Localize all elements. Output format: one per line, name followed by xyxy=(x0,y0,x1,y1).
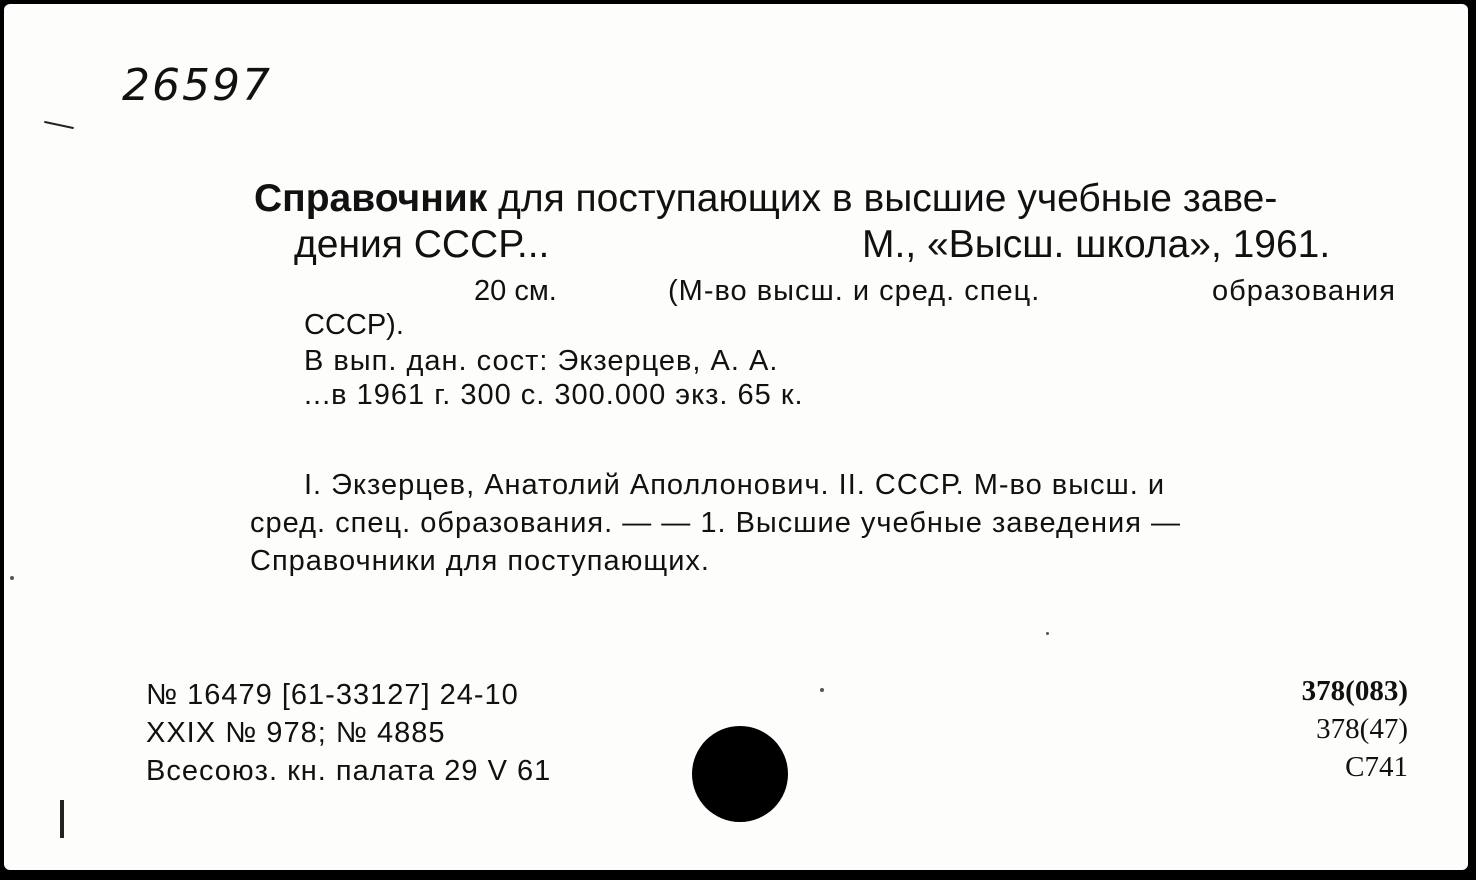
edition: ...в 1961 г. 300 с. 300.000 экз. 65 к. xyxy=(304,379,804,411)
compiler: В вып. дан. сост: Экзерцев, А. А. xyxy=(304,345,779,377)
registration-line: Всесоюз. кн. палата 29 V 61 xyxy=(146,755,552,787)
physical-description xyxy=(254,274,1434,308)
title-cont-line xyxy=(254,222,1434,268)
subject-line: Справочники для поступающих. xyxy=(250,545,710,577)
series-a: (М-во высш. и сред. спец. xyxy=(668,275,1041,307)
handwritten-number: 26597 xyxy=(122,60,272,111)
size: 20 см. xyxy=(474,275,557,307)
class-code: 378(083) xyxy=(1301,675,1408,707)
edge-mark xyxy=(60,800,64,838)
title-line xyxy=(254,176,1434,222)
class-code: 378(47) xyxy=(1316,713,1408,745)
speck xyxy=(1046,632,1049,635)
class-code: С741 xyxy=(1345,751,1408,783)
imprint: М., «Высш. школа», 1961. xyxy=(862,223,1331,266)
classification-codes xyxy=(1302,672,1408,786)
title-bold: Справочник xyxy=(254,177,488,220)
series-b: образования xyxy=(1212,275,1396,307)
registration-info xyxy=(146,676,551,790)
subject-line: I. Экзерцев, Анатолий Аполлонович. II. СССР. М-во высш. и xyxy=(304,469,1166,501)
bibliographic-entry xyxy=(254,176,1434,412)
title-rest: для поступающих в высшие учебные заве- xyxy=(487,177,1278,220)
series-c: СССР). xyxy=(304,309,404,341)
speck xyxy=(10,576,14,580)
punch-hole xyxy=(692,726,788,822)
speck xyxy=(820,688,824,692)
registration-line: № 16479 [61-33127] 24-10 xyxy=(146,679,519,711)
catalog-card xyxy=(4,4,1468,870)
stray-mark xyxy=(44,121,74,129)
subject-line: сред. спец. образования. — — 1. Высшие учебные заведения — xyxy=(250,507,1182,539)
registration-line: XXIX № 978; № 4885 xyxy=(146,717,446,749)
subject-headings xyxy=(250,466,1424,580)
title-cont: дения СССР... xyxy=(294,223,550,266)
